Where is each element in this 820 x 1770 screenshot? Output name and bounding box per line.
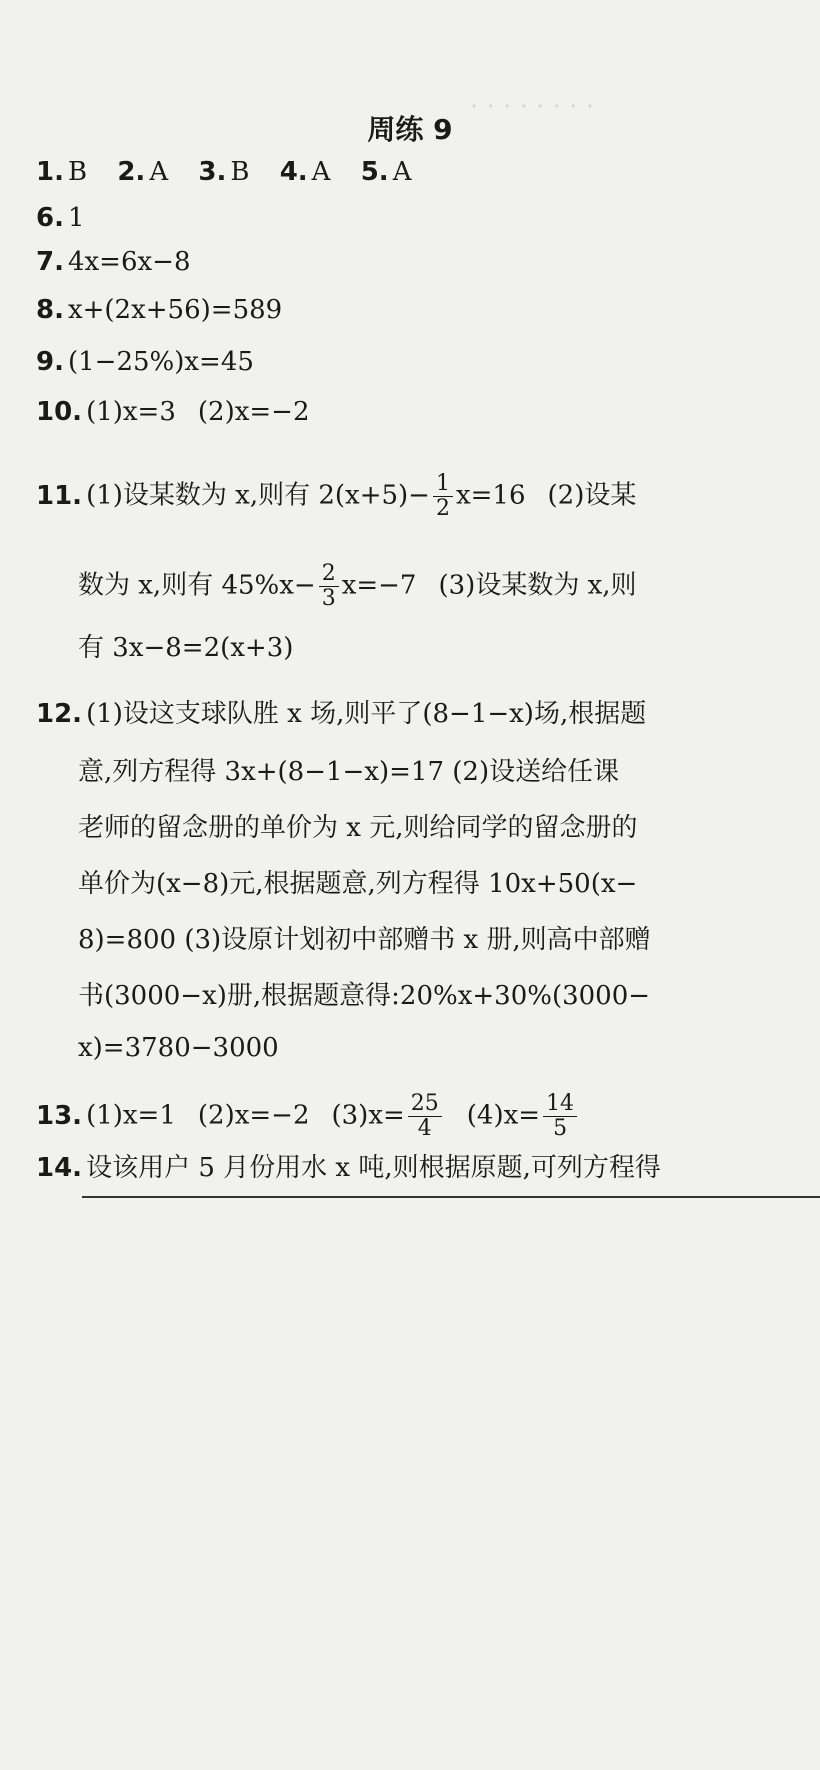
fraction: $\frac{1}{2}$ — [433, 472, 453, 521]
answer-12-line-1: 12. (1)设这支球队胜 x 场,则平了(8−1−x)场,根据题 — [36, 699, 647, 729]
fraction: $\frac{25}{4}$ — [408, 1092, 442, 1141]
fraction: $\frac{2}{3}$ — [319, 562, 339, 611]
answer-11-line-1: 11. (1)设某数为 x,则有 2(x+5)− $\frac{1}{2}$ x=16 (2)设某 — [36, 471, 637, 521]
section-divider — [82, 1196, 820, 1198]
bleed-through-text: · · · · · · · · — [470, 92, 594, 122]
answer-12-line-7: x)=3780−3000 — [78, 1033, 279, 1063]
answer-12-line-3: 老师的留念册的单价为 x 元,则给同学的留念册的 — [78, 813, 638, 843]
answer-12-line-5: 8)=800 (3)设原计划初中部赠书 x 册,则高中部赠 — [78, 925, 651, 955]
answer-12-line-4: 单价为(x−8)元,根据题意,列方程得 10x+50(x− — [78, 869, 638, 899]
answer-8: 8. x+(2x+56)=589 — [36, 295, 283, 325]
answer-6: 6. 1 — [36, 203, 85, 233]
answer-12-line-2: 意,列方程得 3x+(8−1−x)=17 (2)设送给任课 — [78, 757, 620, 787]
answer-13: 13. (1)x=1 (2)x=−2 (3)x= $\frac{25}{4}$ (4)x= $\frac{14}{5}$ — [36, 1092, 580, 1141]
answer-7: 7. 4x=6x−8 — [36, 247, 191, 277]
answer-9: 9. (1−25%)x=45 — [36, 347, 254, 377]
fraction: $\frac{14}{5}$ — [543, 1092, 577, 1141]
answer-11-line-3: 有 3x−8=2(x+3) — [78, 633, 294, 663]
answer-row-1-5: 1. B 2. A 3. B 4. A 5. A — [36, 157, 412, 187]
page-title: 周练 9 — [367, 113, 453, 146]
answer-12-line-6: 书(3000−x)册,根据题意得:20%x+30%(3000− — [78, 981, 651, 1011]
answer-11-line-2: 数为 x,则有 45%x− $\frac{2}{3}$ x=−7 (3)设某数为 x,则 — [78, 561, 637, 611]
answer-14-line-1: 14. 设该用户 5 月份用水 x 吨,则根据原题,可列方程得 — [36, 1153, 661, 1183]
answer-10: 10. (1)x=3 (2)x=−2 — [36, 397, 310, 427]
